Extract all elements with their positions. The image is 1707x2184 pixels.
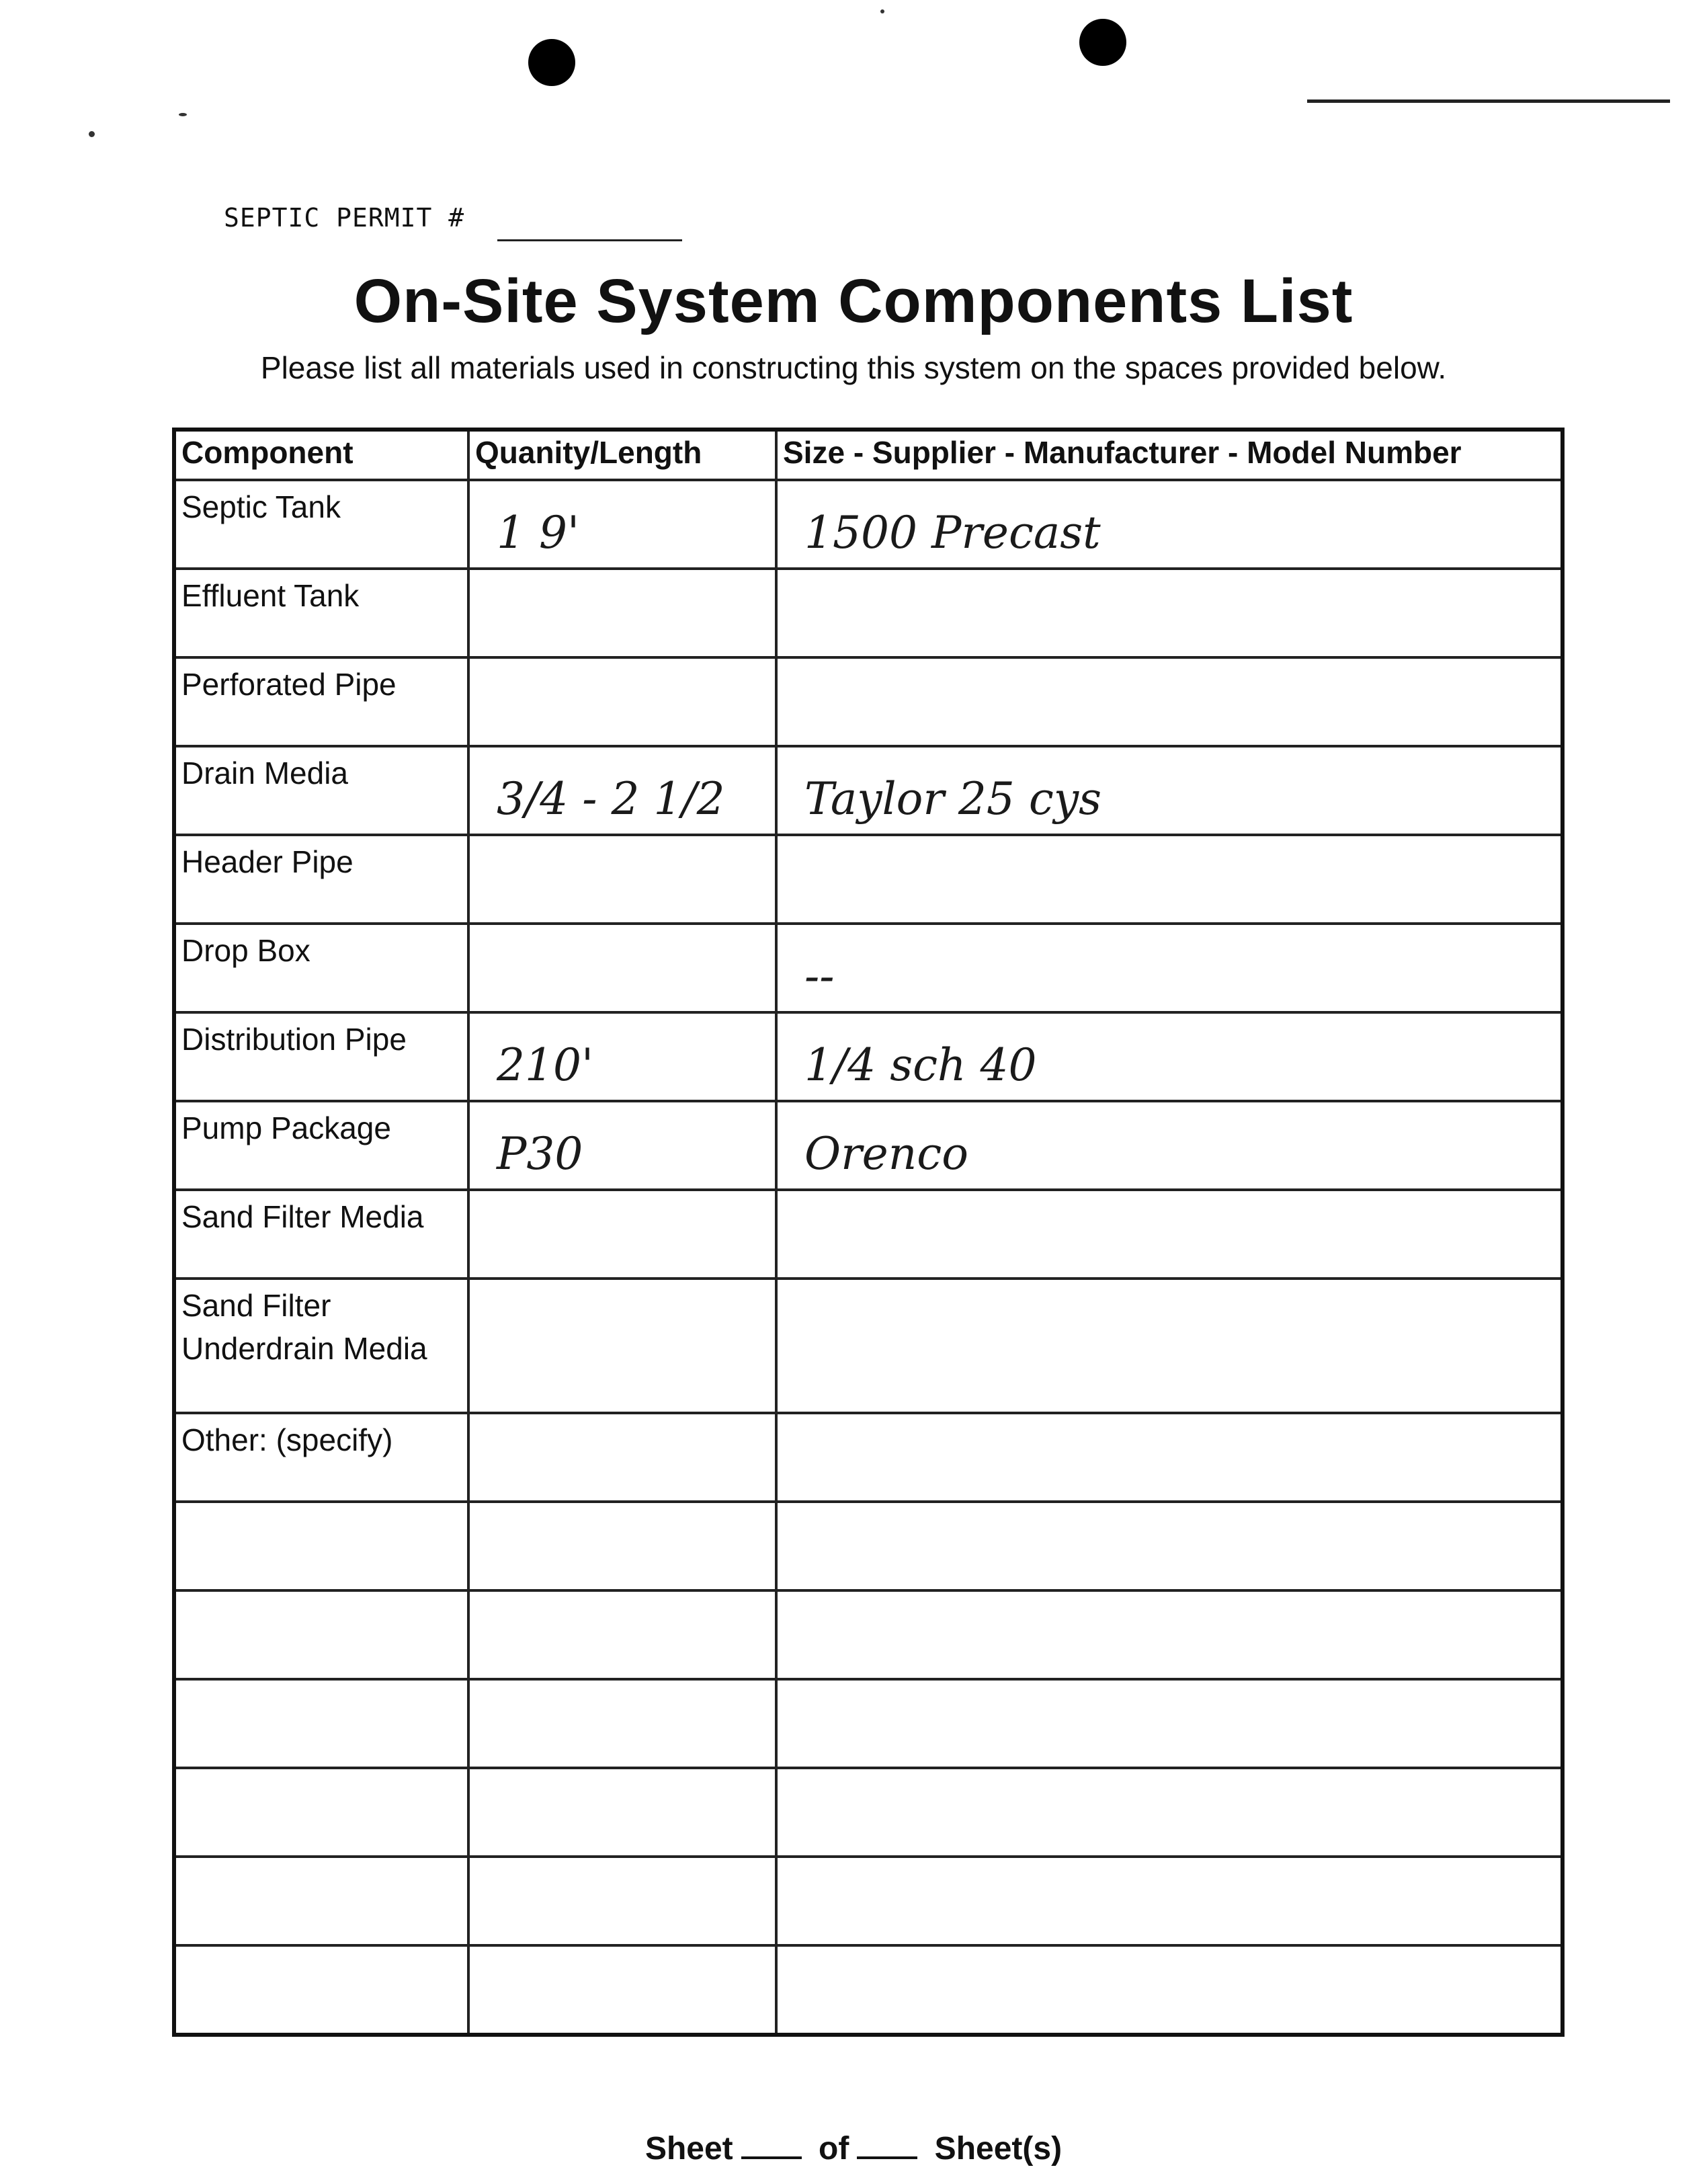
details-cell[interactable]	[776, 1413, 1563, 1502]
scan-edge-line	[1307, 99, 1670, 103]
table-row	[174, 1768, 1563, 1857]
quantity-cell[interactable]	[468, 924, 776, 1012]
sheet-counter	[0, 2130, 1707, 2167]
quantity-cell-text	[470, 570, 775, 596]
quantity-cell[interactable]	[468, 1768, 776, 1857]
quantity-cell-text: 1 9'	[497, 507, 580, 559]
component-cell-text	[176, 1592, 467, 1596]
column-header-details: Size - Supplier - Manufacturer - Model Number	[776, 430, 1563, 480]
component-cell-text: Sand Filter Media	[181, 1199, 424, 1234]
table-row	[174, 1590, 1563, 1679]
punch-hole	[528, 39, 575, 86]
table-header-row	[174, 430, 1563, 480]
details-cell-text	[778, 836, 1560, 862]
sheets-label: Sheet(s)	[934, 2131, 1063, 2167]
table-row	[174, 569, 1563, 657]
details-cell-text	[778, 1592, 1560, 1617]
component-cell-text	[176, 1858, 467, 1862]
quantity-cell-text: P30	[497, 1128, 583, 1180]
table-row	[174, 1279, 1563, 1413]
quantity-cell-text	[470, 836, 775, 862]
component-cell[interactable]	[174, 1857, 468, 1945]
sheet-label: Sheet	[644, 2131, 733, 2167]
quantity-cell-text	[470, 1947, 775, 1972]
details-cell-text	[778, 1681, 1560, 1706]
details-cell[interactable]	[776, 1857, 1563, 1945]
component-cell[interactable]	[174, 1679, 468, 1768]
component-cell-text	[176, 1681, 467, 1685]
quantity-cell-text	[470, 1503, 775, 1529]
details-cell-text	[778, 1947, 1560, 1972]
quantity-cell[interactable]	[468, 1502, 776, 1590]
quantity-cell[interactable]	[468, 1413, 776, 1502]
details-cell-text: Taylor 25 cys	[804, 773, 1101, 825]
component-cell-text: Effluent Tank	[181, 578, 360, 613]
table-row	[174, 1012, 1563, 1101]
component-cell-text: Perforated Pipe	[181, 667, 397, 702]
table-row	[174, 1502, 1563, 1590]
details-cell[interactable]	[776, 924, 1563, 1012]
details-cell-text	[778, 1191, 1560, 1217]
quantity-cell[interactable]	[468, 480, 776, 569]
component-cell-text: Header Pipe	[181, 844, 353, 879]
component-cell-text: Other: (specify)	[181, 1422, 393, 1457]
scan-speck	[880, 9, 884, 13]
table-row	[174, 924, 1563, 1012]
component-cell-text: Drop Box	[181, 933, 310, 968]
details-cell[interactable]	[776, 746, 1563, 835]
quantity-cell[interactable]	[468, 569, 776, 657]
column-header-component: Component	[174, 430, 468, 480]
component-cell[interactable]	[174, 1279, 468, 1413]
details-cell-text: Orenco	[804, 1128, 968, 1180]
quantity-cell[interactable]	[468, 746, 776, 835]
component-cell-text	[176, 1769, 467, 1773]
details-cell[interactable]	[776, 1768, 1563, 1857]
table-row	[174, 1857, 1563, 1945]
quantity-cell[interactable]	[468, 1945, 776, 2035]
quantity-cell-text	[470, 1191, 775, 1217]
table-row	[174, 1190, 1563, 1279]
septic-permit-label: SEPTIC PERMIT #	[224, 203, 465, 233]
sheet-total-blank[interactable]	[857, 2130, 917, 2159]
scan-speck	[89, 131, 95, 137]
punch-hole	[1079, 19, 1126, 66]
table-row	[174, 1101, 1563, 1190]
quantity-cell-text	[470, 1769, 775, 1795]
details-cell[interactable]	[776, 835, 1563, 924]
details-cell[interactable]	[776, 1679, 1563, 1768]
quantity-cell-text: 210'	[497, 1039, 594, 1091]
details-cell-text: 1500 Precast	[804, 507, 1101, 559]
of-label: of	[819, 2131, 849, 2167]
quantity-cell[interactable]	[468, 1190, 776, 1279]
quantity-cell-text	[470, 1858, 775, 1884]
page-title: On-Site System Components List	[353, 267, 1354, 335]
details-cell[interactable]	[776, 657, 1563, 746]
component-cell-text: Septic Tank	[181, 489, 341, 524]
details-cell[interactable]	[776, 1502, 1563, 1590]
details-cell[interactable]	[776, 1101, 1563, 1190]
component-cell-text	[176, 1503, 467, 1507]
table-row	[174, 746, 1563, 835]
table-row	[174, 480, 1563, 569]
sheet-number-blank[interactable]	[741, 2130, 802, 2159]
component-cell-text: Sand Filter Underdrain Media	[181, 1288, 427, 1366]
quantity-cell-text	[470, 659, 775, 684]
components-table	[172, 428, 1565, 2037]
details-cell-text: 1/4 sch 40	[804, 1039, 1037, 1091]
details-cell[interactable]	[776, 1945, 1563, 2035]
component-cell-text: Distribution Pipe	[181, 1022, 407, 1057]
details-cell[interactable]	[776, 569, 1563, 657]
table-row	[174, 1679, 1563, 1768]
table-row	[174, 657, 1563, 746]
component-cell[interactable]	[174, 924, 468, 1012]
details-cell-text	[778, 1414, 1560, 1440]
details-cell-text	[778, 1503, 1560, 1529]
component-cell[interactable]	[174, 1768, 468, 1857]
quantity-cell[interactable]	[468, 835, 776, 924]
quantity-cell[interactable]	[468, 1279, 776, 1413]
details-cell-text	[778, 1769, 1560, 1795]
table-row	[174, 835, 1563, 924]
quantity-cell-text	[470, 1414, 775, 1440]
component-cell[interactable]	[174, 1012, 468, 1101]
septic-permit-blank[interactable]	[497, 239, 682, 241]
page-instructions: Please list all materials used in constructing this system on the spaces provided below.	[260, 350, 1447, 385]
details-cell[interactable]	[776, 1279, 1563, 1413]
component-cell[interactable]	[174, 835, 468, 924]
table-row	[174, 1413, 1563, 1502]
details-cell[interactable]	[776, 1012, 1563, 1101]
component-cell[interactable]	[174, 1945, 468, 2035]
column-header-quantity: Quanity/Length	[468, 430, 776, 480]
component-cell-text: Pump Package	[181, 1110, 391, 1145]
quantity-cell[interactable]	[468, 657, 776, 746]
details-cell-text: --	[804, 951, 835, 1002]
component-cell[interactable]	[174, 746, 468, 835]
quantity-cell-text	[470, 1592, 775, 1617]
scan-speck	[179, 113, 187, 116]
details-cell[interactable]	[776, 1190, 1563, 1279]
component-cell-text	[176, 1947, 467, 1951]
quantity-cell[interactable]	[468, 1590, 776, 1679]
component-cell-text: Drain Media	[181, 756, 348, 791]
details-cell-text	[778, 1858, 1560, 1884]
quantity-cell-text	[470, 925, 775, 951]
details-cell[interactable]	[776, 480, 1563, 569]
details-cell-text	[778, 1280, 1560, 1305]
table-row	[174, 1945, 1563, 2035]
details-cell-text	[778, 570, 1560, 596]
component-cell[interactable]	[174, 480, 468, 569]
component-cell[interactable]	[174, 657, 468, 746]
component-cell[interactable]	[174, 1502, 468, 1590]
component-cell[interactable]	[174, 1590, 468, 1679]
quantity-cell-text	[470, 1280, 775, 1305]
quantity-cell-text	[470, 1681, 775, 1706]
quantity-cell[interactable]	[468, 1012, 776, 1101]
quantity-cell[interactable]	[468, 1101, 776, 1190]
component-cell[interactable]	[174, 1101, 468, 1190]
component-cell[interactable]	[174, 1413, 468, 1502]
quantity-cell[interactable]	[468, 1857, 776, 1945]
details-cell-text	[778, 659, 1560, 684]
quantity-cell-text: 3/4 - 2 1/2	[497, 773, 725, 825]
component-cell[interactable]	[174, 1190, 468, 1279]
quantity-cell[interactable]	[468, 1679, 776, 1768]
details-cell[interactable]	[776, 1590, 1563, 1679]
component-cell[interactable]	[174, 569, 468, 657]
